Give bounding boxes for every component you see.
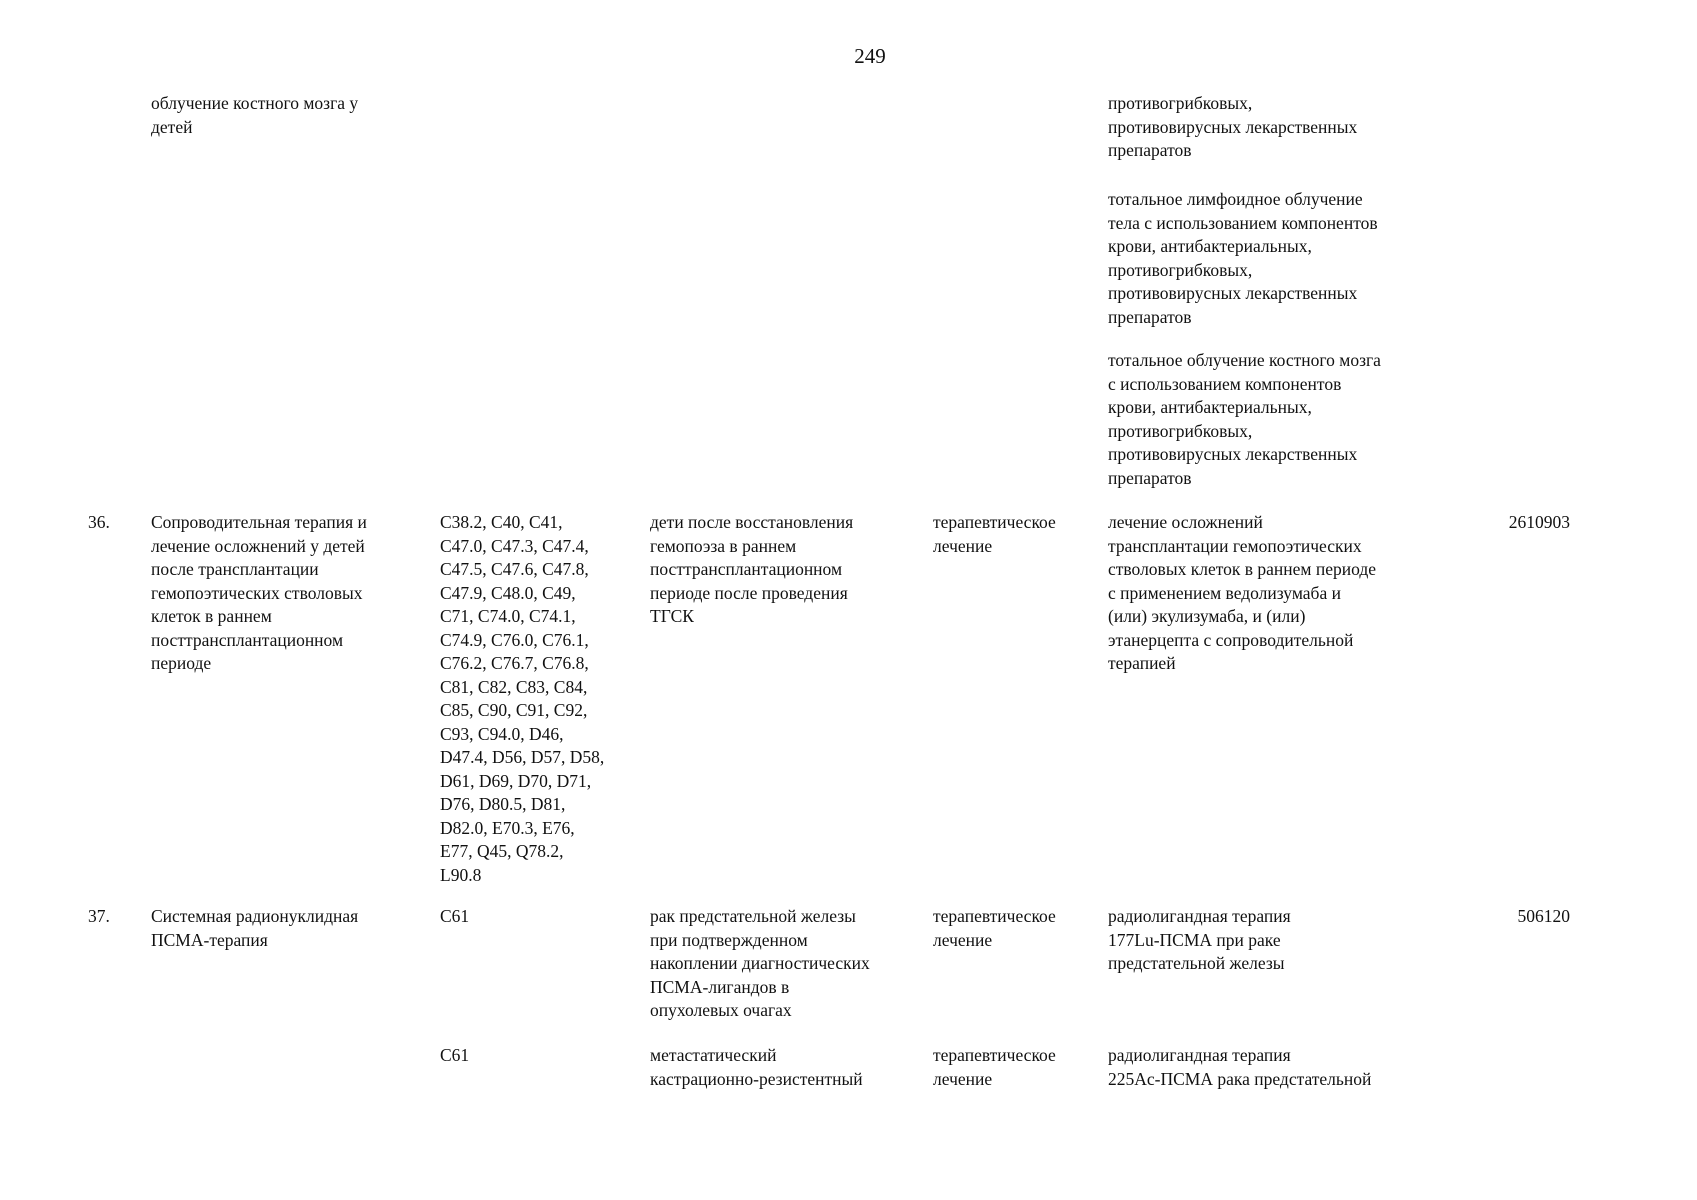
row-37b-treatment-kind: терапевтическое лечение bbox=[933, 1045, 1056, 1089]
row-36-name: Сопроводительная терапия и лечение осложнений у детей после трансплантации гемопоэтических стволовых клеток в раннем посттрансплантационном периоде bbox=[151, 512, 367, 673]
row-36-cost: 2610903 bbox=[1508, 512, 1570, 532]
row-36-codes: C38.2, C40, C41, C47.0, C47.3, C47.4, C47.5, C47.6, C47.8, C47.9, C48.0, C49, C71, C74.0, C74.1, C74.9, C76.0, C76.1, C76.2, C76.7, C76.8, C81, C82, C83, C84, C85, C90, C91, C92, C93, C94.0, D46, D47.4, D56, D57, D58, D61, D69, D70, D71, D76, D80.5, D81, D82.0, E70.3, E76, E77, Q45, Q78.2, L90.8 bbox=[440, 512, 605, 885]
row-37-method: радиолигандная терапия 177Lu-ПСМА при раке предстательной железы bbox=[1108, 906, 1291, 973]
row-37-treatment-kind: терапевтическое лечение bbox=[933, 906, 1056, 950]
row-37b-codes: C61 bbox=[440, 1045, 470, 1065]
continuation-method-2: тотальное лимфоидное облучение тела с использованием компонентов крови, антибактериальных, противогрибковых, противовирусных лекарственных препаратов bbox=[1108, 189, 1378, 327]
continuation-method-3: тотальное облучение костного мозга с использованием компонентов крови, антибактериальных, противогрибковых, противовирусных лекарственных препаратов bbox=[1108, 350, 1381, 488]
row-37b-method: радиолигандная терапия 225Ac-ПСМА рака предстательной bbox=[1108, 1045, 1372, 1089]
row-37-number: 37. bbox=[88, 906, 110, 926]
row-37b-patient-model: метастатический кастрационно-резистентный bbox=[650, 1045, 863, 1089]
page-number: 249 bbox=[854, 44, 886, 68]
continuation-method-1: противогрибковых, противовирусных лекарственных препаратов bbox=[1108, 93, 1358, 160]
row-36-treatment-kind: терапевтическое лечение bbox=[933, 512, 1056, 556]
row-37-patient-model: рак предстательной железы при подтвержденном накоплении диагностических ПСМА-лигандов в опухолевых очагах bbox=[650, 906, 870, 1020]
row-36-method: лечение осложнений трансплантации гемопоэтических стволовых клеток в раннем периоде с применением ведолизумаба и (или) экулизумаба, и (или) этанерцепта с сопроводительной терапией bbox=[1108, 512, 1377, 673]
row-36-number: 36. bbox=[88, 512, 110, 532]
continuation-name: облучение костного мозга у детей bbox=[151, 93, 359, 137]
row-36-patient-model: дети после восстановления гемопоэза в раннем посттрансплантационном периоде после проведения ТГСК bbox=[650, 512, 854, 626]
row-37-cost: 506120 bbox=[1517, 906, 1570, 926]
row-37-name: Системная радионуклидная ПСМА-терапия bbox=[151, 906, 359, 950]
row-37-codes: C61 bbox=[440, 906, 470, 926]
